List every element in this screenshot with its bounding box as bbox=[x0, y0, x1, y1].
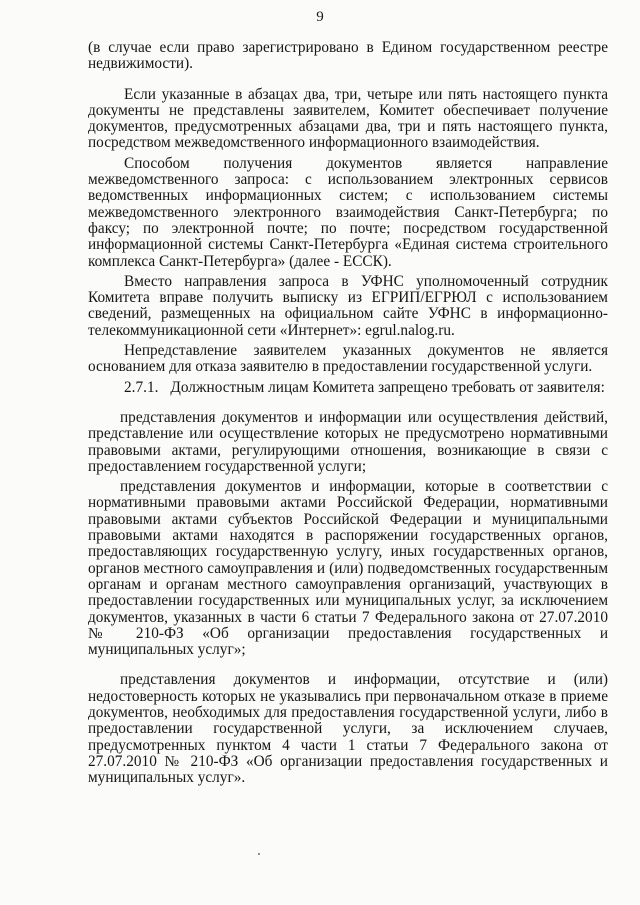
prohibition-item-actions: представления документов и информации или осуществления действий, представление или осуществление которых не предусмотрено нормативными правовыми актами, регулирующими отношения, возникающие в связи с предоставлением государственной услуги; bbox=[88, 408, 608, 475]
scan-speck bbox=[258, 853, 260, 855]
paragraph-non-submission: Непредставление заявителем указанных документов не является основанием для отказа заявителю в предоставлении государственной услуги. bbox=[88, 342, 608, 376]
clause-2-7-1 bbox=[88, 380, 608, 396]
paragraph-ufns-extract: Вместо направления запроса в УФНС уполномоченный сотрудник Комитета вправе получить выписку из ЕГРИП/ЕГРЮЛ с использованием сведений, размещенных на официальном сайте УФНС в информационно-телекоммуникационной сети «Интернет»: egrul.nalog.ru. bbox=[88, 272, 608, 339]
paragraph-missing-documents: Если указанные в абзацах два, три, четыре или пять настоящего пункта документы не представлены заявителем, Комитет обеспечивает получение документов, предусмотренных абзацами два, три и пять настоящего пункта, посредством межведомственного информационного взаимодействия. bbox=[88, 85, 608, 152]
paragraph-continuation: (в случае если право зарегистрировано в Едином государственном реестре недвижимости). bbox=[88, 39, 608, 73]
prohibition-item-unstated-reasons: представления документов и информации, отсутствие и (или) недостоверность которых не указывались при первоначальном отказе в приеме документов, необходимых для предоставления государственной услуги, либо в предоставлении государственной услуги, за исключением случаев, предусмотренных пунктом 4 части 1 статьи 7 Федерального закона от 27.07.2010 № 210-ФЗ «Об организации предоставления государственных и муниципальных услуг». bbox=[88, 671, 608, 787]
clause-text: Должностным лицам Комитета запрещено требовать от заявителя: bbox=[170, 378, 605, 396]
prohibition-item-held-documents: представления документов и информации, которые в соответствии с нормативными правовыми актами Российской Федерации, нормативными правовыми актами субъектов Российской Федерации и муниципальными правовыми актами находятся в распоряжении государственных органов, предоставляющих государственную услугу, иных государственных органов, органов местного самоуправления и (или) подведомственных государственным органам и органам местного самоуправления организаций, участвующих в предоставлении государственных или муниципальных услуг, за исключением документов, указанных в части 6 статьи 7 Федерального закона от 27.07.2010 № 210-ФЗ «Об организации предоставления государственных и муниципальных услуг»; bbox=[88, 478, 608, 659]
page-number: 9 bbox=[316, 9, 324, 25]
clause-number: 2.7.1. bbox=[124, 378, 159, 396]
document-body bbox=[88, 40, 608, 790]
paragraph-request-methods: Способом получения документов является направление межведомственного запроса: с использованием электронных сервисов ведомственных информационных систем; с использованием системы межведомственного электронного взаимодействия Санкт-Петербурга; по факсу; по электронной почте; по почте; посредством государственной информационной системы Санкт-Петербурга «Единая система строительного комплекса Санкт-Петербурга» (далее - ЕССК). bbox=[88, 154, 608, 270]
